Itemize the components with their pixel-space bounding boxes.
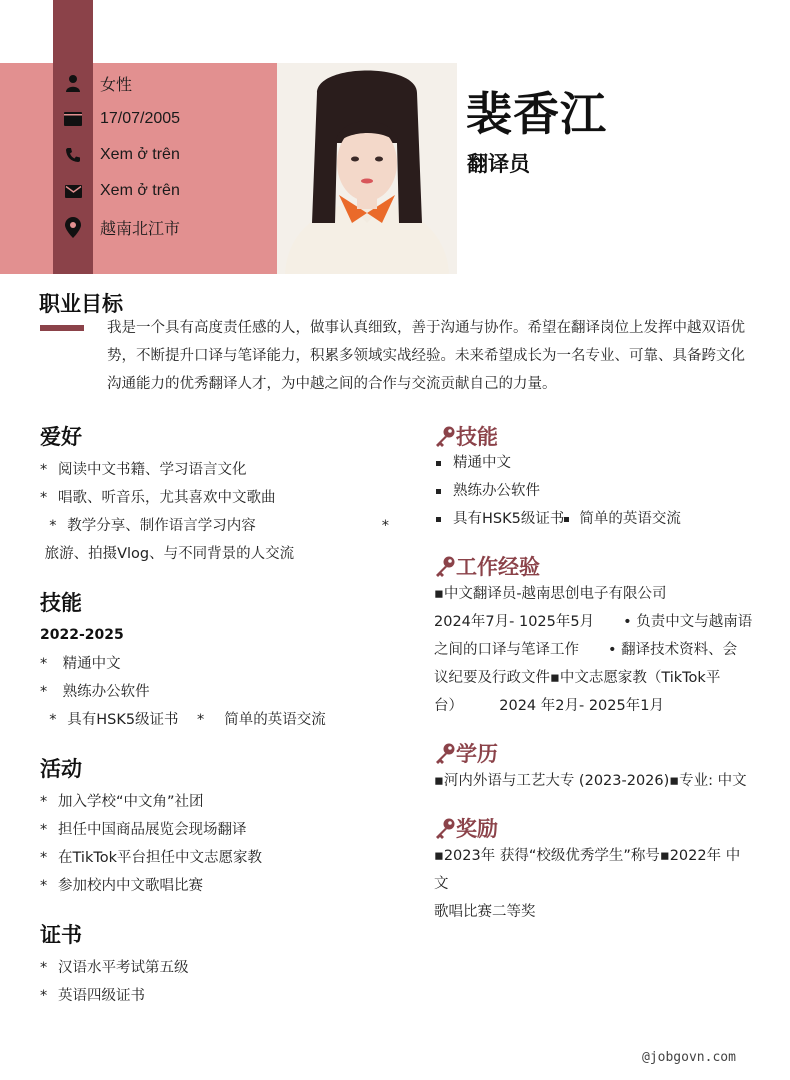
education-title: 学历 [456,742,498,766]
bullet-icon: * [40,462,48,478]
phone-text: Xem ở trên [100,146,180,163]
birthdate-text: 17/07/2005 [100,110,181,127]
job-title: 翻译员 [467,152,530,176]
awards-title: 奖励 [456,817,498,841]
list-item: * 唱歌、听音乐，尤其喜欢中文歌曲 [40,484,389,512]
awards-heading [434,813,498,843]
list-item: 熟练办公软件 [434,477,681,505]
awards-line: ▪2023年 获得“校级优秀学生”称号▪2022年 中文 [434,848,741,892]
email-row [62,179,180,203]
list-item: * 汉语水平考试第五级 [40,954,189,982]
list-item: * 加入学校“中文角”社团 [40,788,262,816]
right-skills-title: 技能 [456,425,498,449]
key-icon [434,742,456,764]
phone-row [62,143,180,167]
bullet-icon: * [49,518,57,534]
experience-line: ▪中文翻译员-越南思创电子有限公司 [434,586,667,602]
list-item: * 英语四级证书 [40,982,189,1010]
right-skills-list [434,449,681,533]
birthdate-row [62,107,180,131]
calendar-icon [62,108,84,130]
list-item: * 阅读中文书籍、学习语言文化 [40,456,389,484]
skills-title: 技能 [40,591,82,615]
experience-text [434,580,752,720]
list-item: * 在TikTok平台担任中文志愿家教 [40,844,262,872]
objective-accent-bar [40,325,84,331]
education-heading [434,738,498,768]
person-icon [62,72,84,94]
certificates-title: 证书 [40,923,82,947]
key-icon [434,817,456,839]
list-item: * 教学分享、制作语言学习内容 * [40,512,389,540]
activities-list [40,788,262,900]
bullet-icon: * [40,822,48,838]
gender-row [62,71,132,95]
bullet-icon: * [40,988,48,1004]
profile-photo [277,63,457,274]
list-item: * 熟练办公软件 [40,678,326,706]
skills-period: 2022-2025 [40,627,124,643]
bullet-icon: * [40,684,48,700]
experience-line: 之间的口译与笔译工作 • 翻译技术资料、会 [434,642,738,658]
experience-title: 工作经验 [456,555,540,579]
activities-title: 活动 [40,757,82,781]
key-icon [434,425,456,447]
list-item: * 参加校内中文歌唱比赛 [40,872,262,900]
experience-heading [434,551,540,581]
email-icon [62,180,84,202]
certificates-list [40,954,189,1010]
experience-line: 议纪要及行政文件▪中文志愿家教（TikTok平 [434,670,721,686]
awards-text [434,842,752,926]
square-bullet-icon [436,461,441,466]
experience-line: 台） 2024 年2月- 2025年1月 [434,698,664,714]
square-bullet-icon [436,489,441,494]
objective-text: 我是一个具有高度责任感的人，做事认真细致，善于沟通与协作。希望在翻译岗位上发挥中越双语优势，不断提升口译与笔译能力，积累多领域实战经验。未来希望成长为一名专业、可靠、具备跨文化沟通能力的优秀翻译人才，为中越之间的合作与交流贡献自己的力量。 [107,320,745,392]
bullet-icon: * [40,878,48,894]
hobbies-list [40,456,389,568]
experience-line: 2024年7月- 1025年5月 • 负责中文与越南语 [434,614,753,630]
footer-watermark[interactable]: @jobgovn.com [642,1050,736,1065]
location-pin-icon [62,216,84,238]
education-text: ▪河内外语与工艺大专 (2023-2026)▪专业: 中文 [434,773,747,789]
bullet-icon: * [197,712,205,728]
right-skills-heading [434,421,498,451]
skills-list [40,650,326,734]
bullet-icon: * [40,490,48,506]
list-item: 精通中文 [434,449,681,477]
key-icon [434,555,456,577]
bullet-icon: * [40,794,48,810]
bullet-icon: * [381,518,389,534]
email-text: Xem ở trên [100,182,180,199]
list-item: * 精通中文 [40,650,326,678]
awards-line: 歌唱比赛二等奖 [434,904,536,920]
objective-title: 职业目标 [39,292,123,316]
square-bullet-icon [564,517,569,522]
bullet-icon: * [40,960,48,976]
gender-text: 女性 [100,76,133,94]
location-row [62,215,180,239]
list-item: * 具有HSK5级证书 * 简单的英语交流 [40,706,326,734]
list-item: 旅游、拍摄Vlog、与不同背景的人交流 [44,546,295,562]
header-pink-block [0,63,277,274]
list-item: 具有HSK5级证书 简单的英语交流 [434,505,681,533]
hobbies-title: 爱好 [40,425,82,449]
square-bullet-icon [436,517,441,522]
location-text: 越南北江市 [100,220,181,238]
bullet-icon: * [40,850,48,866]
phone-icon [62,144,84,166]
candidate-name: 裴香江 [466,87,607,141]
list-item: * 担任中国商品展览会现场翻译 [40,816,262,844]
bullet-icon: * [40,656,48,672]
bullet-icon: * [49,712,57,728]
